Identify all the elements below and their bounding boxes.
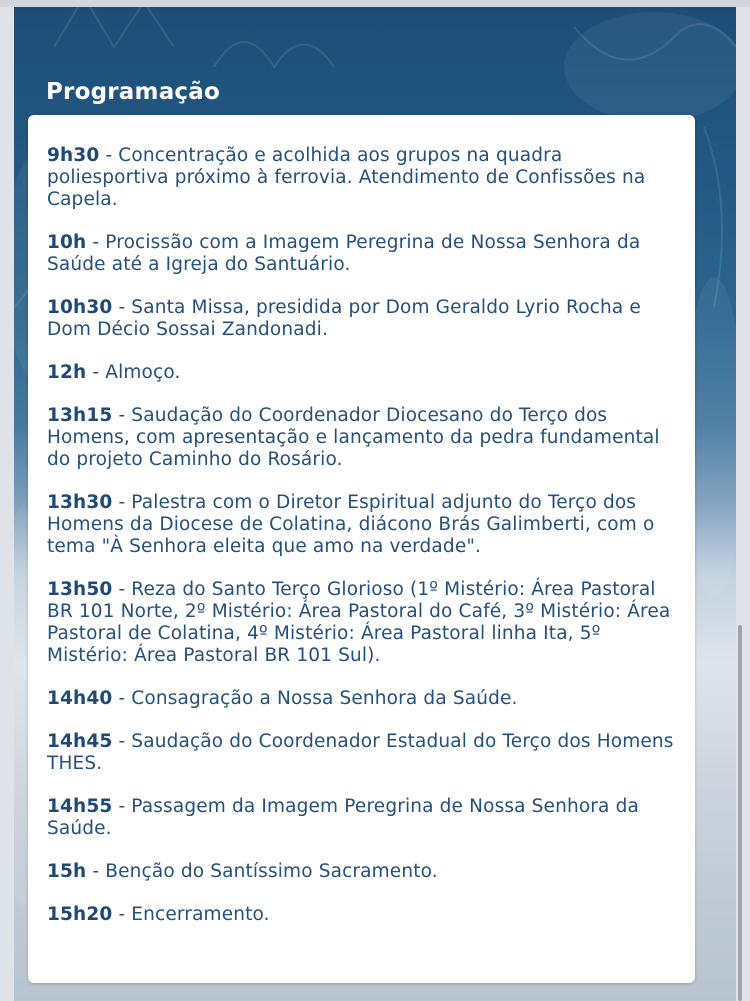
section-title: Programação xyxy=(46,79,220,105)
schedule-description: - Almoço. xyxy=(86,362,181,383)
schedule-description: - Consagração a Nossa Senhora da Saúde. xyxy=(112,688,518,709)
schedule-item xyxy=(47,688,687,710)
schedule-time: 15h20 xyxy=(47,904,113,925)
schedule-description: - Santa Missa, presidida por Dom Geraldo Lyrio Rocha e Dom Décio Sossai Zandonadi. xyxy=(47,297,641,340)
schedule-description: - Procissão com a Imagem Peregrina de Nossa Senhora da Saúde até a Igreja do Santuário. xyxy=(47,232,641,275)
schedule-item xyxy=(47,579,687,667)
schedule-item xyxy=(47,297,687,341)
schedule-time: 14h45 xyxy=(47,731,113,752)
schedule-item xyxy=(47,362,687,384)
schedule-description: - Concentração e acolhida aos grupos na quadra poliesportiva próximo à ferrovia. Atendimento de Confissões na Capela. xyxy=(47,145,646,210)
schedule-item xyxy=(47,232,687,276)
scrollbar[interactable] xyxy=(738,625,742,1001)
schedule-item xyxy=(47,861,687,883)
schedule-item xyxy=(47,492,687,558)
schedule-time: 10h30 xyxy=(47,297,113,318)
schedule-time: 14h40 xyxy=(47,688,113,709)
schedule-item xyxy=(47,904,687,926)
schedule-item xyxy=(47,731,687,775)
schedule-time: 13h50 xyxy=(47,579,113,600)
schedule-description: - Reza do Santo Terço Glorioso (1º Mistério: Área Pastoral BR 101 Norte, 2º Mistério: Área Pastoral do Café, 3º Mistério: Área Pastoral de Colatina, 4º Mistério: Área Pastoral linha Ita, 5º Mistério: Área Pastoral BR 101 Sul). xyxy=(47,579,671,666)
schedule-list xyxy=(47,145,687,947)
schedule-time: 10h xyxy=(47,232,87,253)
schedule-time: 12h xyxy=(47,362,87,383)
schedule-time: 15h xyxy=(47,861,87,882)
schedule-time: 13h30 xyxy=(47,492,113,513)
schedule-time: 9h30 xyxy=(47,145,100,166)
schedule-description: - Encerramento. xyxy=(112,904,270,925)
schedule-item xyxy=(47,405,687,471)
top-bar xyxy=(0,0,750,7)
schedule-description: - Saudação do Coordenador Diocesano do Terço dos Homens, com apresentação e lançamento da pedra fundamental do projeto Caminho do Rosário. xyxy=(47,405,660,470)
schedule-description: - Passagem da Imagem Peregrina de Nossa Senhora da Saúde. xyxy=(47,796,639,839)
schedule-description: - Benção do Santíssimo Sacramento. xyxy=(86,861,438,882)
schedule-description: - Palestra com o Diretor Espiritual adjunto do Terço dos Homens da Diocese de Colatina, diácono Brás Galimberti, com o tema "À Senhora eleita que amo na verdade". xyxy=(47,492,655,557)
schedule-item xyxy=(47,145,687,211)
schedule-description: - Saudação do Coordenador Estadual do Terço dos Homens THES. xyxy=(47,731,674,774)
schedule-item xyxy=(47,796,687,840)
schedule-time: 13h15 xyxy=(47,405,113,426)
schedule-time: 14h55 xyxy=(47,796,113,817)
